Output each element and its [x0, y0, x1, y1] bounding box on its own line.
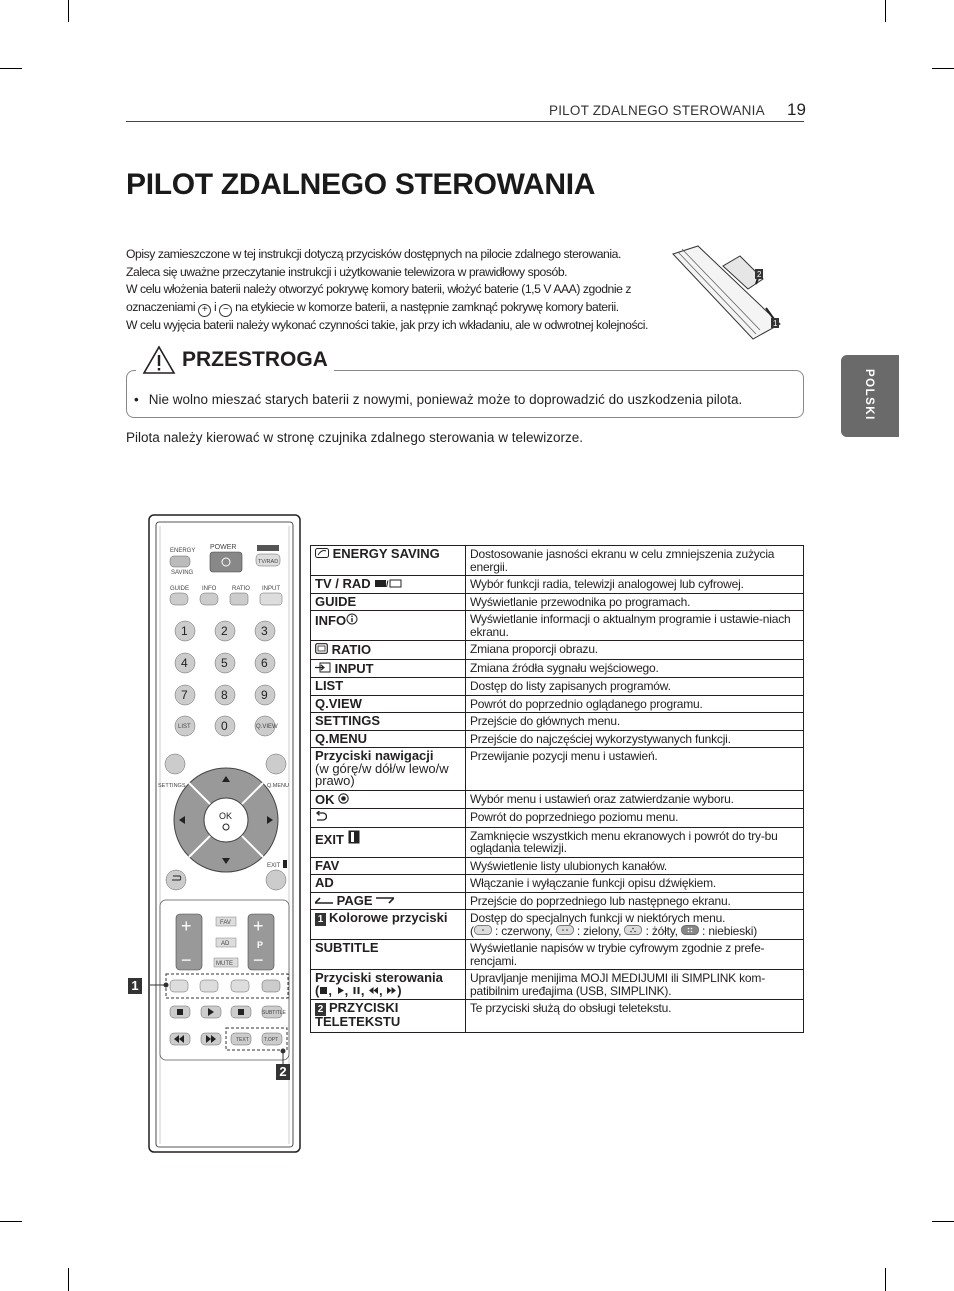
energy-saving-icon: [315, 548, 329, 558]
digit-7: 7: [181, 688, 188, 702]
svg-text:−: −: [181, 950, 192, 970]
callout-marker-2: 2: [276, 1064, 290, 1080]
key-cell: [311, 910, 466, 940]
fast-forward-icon: [386, 986, 397, 995]
key-label: RATIO: [331, 642, 372, 657]
svg-text:−: −: [253, 950, 264, 970]
color-label: : niebieski): [702, 923, 758, 938]
crop-mark: [68, 1268, 69, 1291]
table-row: [311, 695, 804, 713]
qmenu-label: Q.MENU: [267, 783, 289, 789]
description-cell: Przejście do poprzedniego lub następnego ekranu.: [466, 892, 804, 910]
rewind-icon: [368, 986, 379, 995]
key-label: Przyciski nawigacji: [315, 748, 434, 763]
digit-6: 6: [261, 656, 268, 670]
key-cell: [311, 748, 466, 791]
key-cell: Q.MENU: [311, 730, 466, 748]
svg-text:+: +: [181, 916, 192, 936]
blue-button-icon: [681, 925, 699, 935]
table-row: [311, 748, 804, 791]
description-cell: Wyświetlenie listy ulubionych kanałów.: [466, 857, 804, 875]
green-button-icon: [556, 925, 574, 935]
description-text: Dostęp do specjalnych funkcji w niektórych menu.: [470, 911, 726, 925]
digit-1: 1: [181, 624, 188, 638]
play-icon: [336, 986, 345, 995]
description-cell: Wybór menu i ustawień oraz zatwierdzanie wyboru.: [466, 790, 804, 809]
qmenu-button: [266, 754, 286, 774]
fav-label: FAV: [220, 920, 231, 926]
digit-5: 5: [221, 656, 228, 670]
red-button-icon: [474, 925, 492, 935]
table-row: [311, 857, 804, 875]
yellow-button-icon: [624, 925, 642, 935]
page-down-icon: [376, 896, 394, 905]
color-label: : zielony,: [576, 923, 622, 938]
pause-icon: [352, 986, 361, 995]
intro-fragment: na etykiecie w komorze baterii, a następnie zamknąć pokrywę komory baterii.: [235, 299, 619, 314]
topt-label: T.OPT: [264, 1037, 279, 1043]
power-label: POWER: [210, 544, 237, 551]
description-cell: Dostosowanie jasności ekranu w celu zmniejszenia zużycia energii.: [466, 546, 804, 576]
ok-label: OK: [219, 811, 233, 821]
intro-line: Zaleca się uważne przeczytanie instrukcji i użytkowanie telewizora w prawidłowy sposób.: [126, 264, 568, 279]
key-label: INFO: [315, 613, 347, 628]
key-cell: [311, 546, 466, 576]
input-label: INPUT: [262, 586, 280, 592]
info-button: [200, 593, 218, 605]
key-cell: Q.VIEW: [311, 695, 466, 713]
page-up-icon: [315, 896, 333, 905]
key-cell: Przyciski sterowania ( , , , , ): [311, 970, 466, 1000]
exit-label: EXIT: [267, 863, 281, 869]
pointing-note: Pilota należy kierować w stronę czujnika zdalnego sterowania w telewizorze.: [126, 430, 583, 445]
table-row: [311, 546, 804, 576]
svg-text:2: 2: [757, 270, 762, 279]
key-cell: GUIDE: [311, 593, 466, 611]
crop-mark: [0, 68, 22, 69]
text-label: TEXT: [236, 1037, 249, 1043]
battery-cover-illustration: [668, 244, 783, 344]
program-label: P: [257, 940, 264, 950]
key-cell: SETTINGS: [311, 713, 466, 731]
key-cell: LIST: [311, 678, 466, 696]
description-cell: Wyświetlanie informacji o aktualnym programie i ustawie-niach ekranu.: [466, 611, 804, 641]
ratio-icon: [315, 643, 328, 654]
red-button: [170, 980, 188, 992]
description-cell: Przewijanie pozycji menu i ustawień.: [466, 748, 804, 791]
running-header: PILOT ZDALNEGO STEROWANIA: [549, 103, 765, 118]
key-cell: [311, 611, 466, 641]
table-row: [311, 940, 804, 970]
key-label: TV / RAD: [315, 576, 371, 591]
key-label: OK: [315, 791, 335, 807]
table-row: [311, 1000, 804, 1033]
settings-button: [165, 754, 185, 774]
tv-rad-label: TV/RAD: [258, 559, 279, 565]
crop-mark: [932, 68, 954, 69]
button-description-table: [310, 545, 804, 1033]
intro-fragment: oznaczeniami: [126, 299, 196, 314]
svg-text:1: 1: [773, 319, 778, 328]
key-label: PAGE: [336, 892, 373, 908]
digit-9: 9: [261, 688, 268, 702]
description-cell: Upravljanje menijima MOJI MEDIJUMI ili SIMPLINK kom-patibilnim uređajima (USB, SIMPLINK).: [466, 970, 804, 1000]
key-cell: SUBTITLE: [311, 940, 466, 970]
language-tab-label: POLSKI: [863, 369, 875, 421]
table-row: [311, 659, 804, 678]
description-cell: Powrót do poprzednio oglądanego programu.: [466, 695, 804, 713]
energy-saving-button: [170, 556, 190, 567]
ratio-button: [230, 593, 248, 605]
table-row: [311, 809, 804, 828]
caution-heading: [136, 345, 334, 375]
ratio-label: RATIO: [232, 586, 250, 592]
description-cell: Wybór funkcji radia, telewizji analogowej lub cyfrowej.: [466, 576, 804, 594]
energy-label: ENERGY: [170, 548, 196, 554]
table-row: [311, 910, 804, 940]
input-button: [260, 593, 282, 605]
key-label: ENERGY SAVING: [332, 546, 440, 561]
intro-line: [126, 299, 686, 317]
remote-control-illustration: [148, 514, 303, 1154]
warning-icon: [142, 345, 176, 375]
table-row: [311, 730, 804, 748]
key-label: INPUT: [334, 660, 374, 676]
intro-line: W celu włożenia baterii należy otworzyć pokrywę komory baterii, włożyć baterie (1,5 V AAA) zgodnie z: [126, 282, 632, 296]
table-row: [311, 611, 804, 641]
description-cell: Dostęp do specjalnych funkcji w niektórych menu. ( : czerwony, : zielony, : żółty, : niebieski): [466, 910, 804, 940]
table-row: [311, 713, 804, 731]
callout-marker: 1: [315, 913, 326, 926]
key-cell: [311, 892, 466, 910]
key-label: Przyciski sterowania: [315, 970, 443, 985]
page-number: 19: [787, 100, 806, 119]
intro-text: [126, 246, 686, 334]
page-title: PILOT ZDALNEGO STEROWANIA: [126, 168, 596, 201]
saving-label: SAVING: [171, 570, 194, 576]
key-label: PRZYCISKI TELETEKSTU: [315, 1000, 401, 1029]
info-icon: [346, 613, 358, 625]
description-cell: Zamknięcie wszystkich menu ekranowych i powrót do try-bu oglądania telewizji.: [466, 827, 804, 857]
intro-line: W celu wyjęcia baterii należy wykonać czynności takie, jak przy ich wkładaniu, ale w odwrotnej kolejności.: [126, 317, 648, 332]
description-cell: Zmiana źródła sygnału wejściowego.: [466, 659, 804, 678]
intro-fragment: i: [214, 299, 217, 314]
description-cell: Wyświetlanie napisów w trybie cyfrowym zgodnie z prefe-rencjami.: [466, 940, 804, 970]
crop-mark: [0, 1221, 22, 1222]
key-cell: [311, 790, 466, 809]
table-row: [311, 593, 804, 611]
callout-marker: 2: [315, 1003, 326, 1016]
intro-line: Opisy zamieszczone w tej instrukcji dotyczą przycisków dostępnych na pilocie zdalnego sterowania.: [126, 247, 621, 261]
digit-3: 3: [261, 624, 268, 638]
mute-label: MUTE: [216, 961, 233, 967]
key-cell: [311, 659, 466, 678]
table-row: [311, 678, 804, 696]
plus-icon: +: [198, 304, 211, 317]
description-cell: Wyświetlanie przewodnika po programach.: [466, 593, 804, 611]
description-cell: Przejście do głównych menu.: [466, 713, 804, 731]
yellow-button: [231, 980, 249, 992]
blue-button: [262, 980, 280, 992]
input-icon: [315, 662, 331, 673]
table-row: [311, 790, 804, 809]
digit-8: 8: [221, 688, 228, 702]
key-label: EXIT: [315, 831, 344, 847]
navigation-pad: [174, 768, 278, 872]
list-label: LIST: [178, 724, 191, 730]
caution-item: • Nie wolno mieszać starych baterii z nowymi, ponieważ może to doprowadzić do uszkodzenia pilota.: [134, 392, 743, 407]
digit-2: 2: [221, 624, 228, 638]
key-cell: [311, 827, 466, 857]
tv-rad-icon: [374, 578, 402, 588]
guide-label: GUIDE: [170, 586, 190, 592]
stop-icon: [319, 986, 328, 995]
table-row: [311, 875, 804, 893]
color-label: : czerwony,: [494, 923, 553, 938]
page-rocker: [248, 914, 274, 970]
ad-label: AD: [221, 941, 230, 947]
callout-marker-1: 1: [128, 978, 142, 994]
color-label: : żółty,: [645, 923, 678, 938]
description-cell: Te przyciski służą do obsługi teletekstu.: [466, 1000, 804, 1033]
crop-mark: [68, 0, 69, 22]
key-cell: [311, 1000, 466, 1033]
key-cell: [311, 641, 466, 660]
green-button: [200, 980, 218, 992]
exit-button: [266, 870, 286, 890]
key-cell: [311, 809, 466, 828]
ok-target-icon: [338, 793, 349, 804]
crop-mark: [885, 0, 886, 22]
key-cell: AD: [311, 875, 466, 893]
subtitle-label: SUBTITLE: [262, 1010, 286, 1016]
volume-rocker: [176, 914, 202, 970]
guide-button: [170, 593, 188, 605]
key-sublabel: (w górę/w dół/w lewo/w prawo): [315, 760, 449, 788]
description-cell: Zmiana proporcji obrazu.: [466, 641, 804, 660]
caution-title: PRZESTROGA: [182, 348, 328, 371]
description-cell: Włączanie i wyłączanie funkcji opisu dźwiękiem.: [466, 875, 804, 893]
description-cell: Przejście do najczęściej wykorzystywanych funkcji.: [466, 730, 804, 748]
table-row: [311, 827, 804, 857]
header-rule: [126, 121, 804, 122]
info-label: INFO: [202, 586, 217, 592]
description-cell: Dostęp do listy zapisanych programów.: [466, 678, 804, 696]
language-tab: [841, 355, 899, 437]
table-row: [311, 970, 804, 1000]
digit-0: 0: [221, 719, 228, 733]
svg-text:/: /: [386, 579, 389, 588]
key-label: Kolorowe przyciski: [329, 910, 448, 925]
key-cell: [311, 576, 466, 594]
crop-mark: [932, 1221, 954, 1222]
settings-label: SETTINGS: [158, 783, 186, 789]
back-icon: [315, 811, 327, 822]
table-row: [311, 892, 804, 910]
table-row: [311, 641, 804, 660]
qview-label: Q.VIEW: [256, 724, 278, 730]
power-button: [210, 552, 242, 572]
table-row: [311, 576, 804, 594]
minus-icon: −: [219, 304, 232, 317]
key-cell: FAV: [311, 857, 466, 875]
digit-4: 4: [181, 656, 188, 670]
exit-icon: [348, 830, 360, 844]
caution-item-text: Nie wolno mieszać starych baterii z nowymi, ponieważ może to doprowadzić do uszkodzenia pilota.: [148, 392, 743, 407]
description-cell: Powrót do poprzedniego poziomu menu.: [466, 809, 804, 828]
crop-mark: [885, 1268, 886, 1291]
svg-text:+: +: [253, 916, 264, 936]
